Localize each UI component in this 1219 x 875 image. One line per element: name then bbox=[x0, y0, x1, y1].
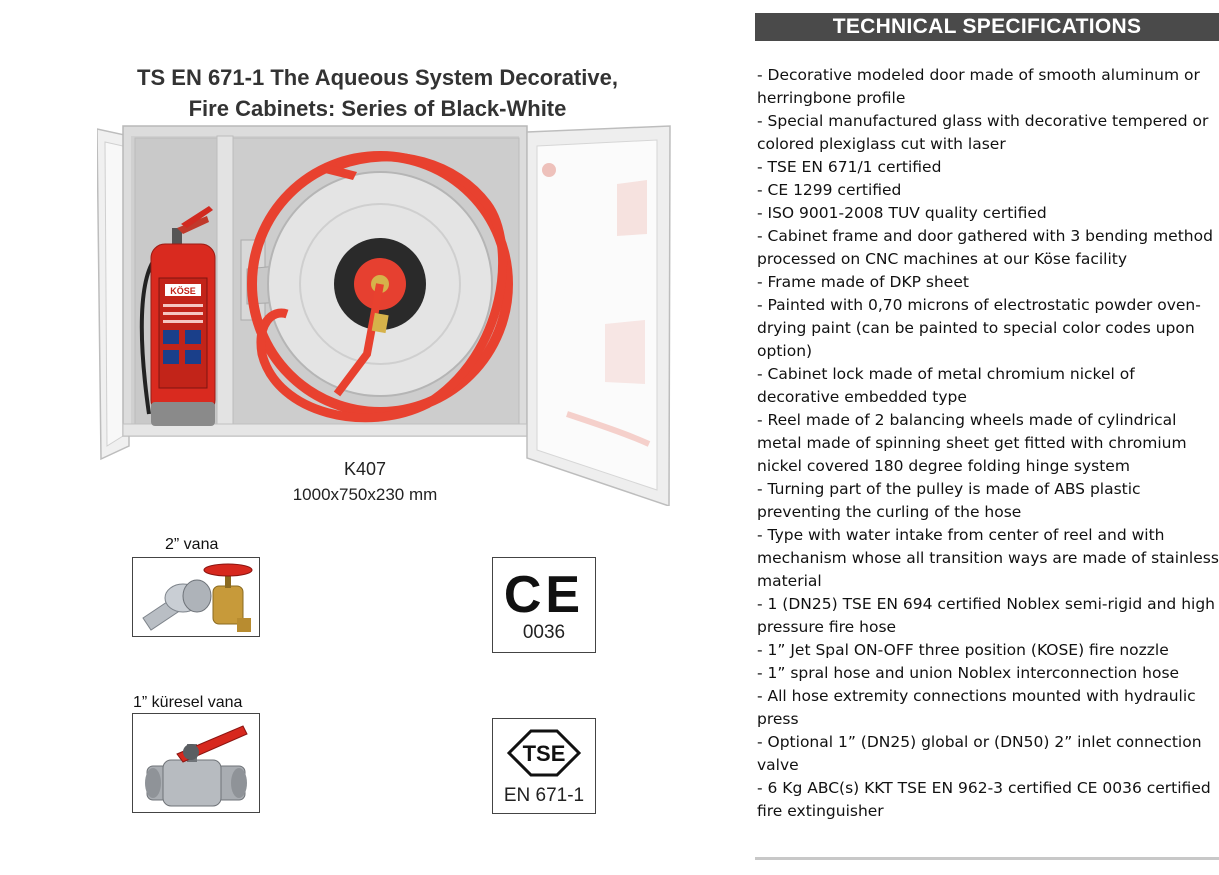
ce-mark-icon bbox=[493, 558, 595, 620]
spec-item: - ISO 9001-2008 TUV quality certified bbox=[757, 204, 1047, 222]
spec-item: - Turning part of the pulley is made of ABS plastic preventing the curling of the hose bbox=[757, 480, 1141, 521]
valve-2in-image bbox=[132, 557, 260, 637]
ball-valve-image bbox=[132, 713, 260, 813]
spec-item: - Frame made of DKP sheet bbox=[757, 273, 969, 291]
spec-item: - 1” Jet Spal ON-OFF three position (KOSE) fire nozzle bbox=[757, 641, 1169, 659]
spec-item: - Reel made of 2 balancing wheels made of cylindrical metal made of spinning sheet get fitted with chromium nickel covered 180 degree folding hinge system bbox=[757, 411, 1187, 475]
spec-item: - 1” spral hose and union Noblex interconnection hose bbox=[757, 664, 1180, 682]
valve-2in-label: 2” vana bbox=[165, 536, 219, 553]
spec-item: - 1 (DN25) TSE EN 694 certified Noblex semi-rigid and high pressure fire hose bbox=[757, 595, 1215, 636]
spec-item: - CE 1299 certified bbox=[757, 181, 902, 199]
tse-code: EN 671-1 bbox=[503, 785, 585, 806]
extinguisher-brand-label: KÖSE bbox=[170, 286, 196, 296]
tse-certificate bbox=[492, 718, 596, 814]
bottom-divider bbox=[755, 857, 1219, 860]
model-name: K407 bbox=[343, 459, 387, 479]
spec-item: - Special manufactured glass with decorative tempered or colored plexiglass cut with laser bbox=[757, 112, 1209, 153]
spec-item: - TSE EN 671/1 certified bbox=[757, 158, 942, 176]
spec-item: - Cabinet lock made of metal chromium nickel of decorative embedded type bbox=[757, 365, 1135, 406]
ball-valve-label: 1” küresel vana bbox=[133, 694, 243, 711]
ce-mark-text: CE bbox=[503, 566, 585, 620]
ce-code: 0036 bbox=[522, 622, 566, 643]
spec-item: - Decorative modeled door made of smooth aluminum or herringbone profile bbox=[757, 66, 1200, 107]
spec-item: - Cabinet frame and door gathered with 3 bending method processed on CNC machines at our Köse facility bbox=[757, 227, 1213, 268]
spec-item: - Optional 1” (DN25) global or (DN50) 2” inlet connection valve bbox=[757, 733, 1202, 774]
product-title-line-1: TS EN 671-1 The Aqueous System Decorative, bbox=[137, 65, 618, 90]
specs-header: TECHNICAL SPECIFICATIONS bbox=[755, 13, 1219, 41]
spec-item: - 6 Kg ABC(s) KKT TSE EN 962-3 certified CE 0036 certified fire extinguisher bbox=[757, 779, 1211, 820]
model-dimensions: 1000x750x230 mm bbox=[292, 485, 438, 504]
spec-item: - All hose extremity connections mounted with hydraulic press bbox=[757, 687, 1196, 728]
product-title bbox=[90, 62, 665, 124]
tse-mark-text: TSE bbox=[522, 741, 566, 766]
product-title-line-2: Fire Cabinets: Series of Black-White bbox=[188, 96, 567, 121]
ce-certificate bbox=[492, 557, 596, 653]
spec-item: - Type with water intake from center of reel and with mechanism whose all transition ways are made of stainless material bbox=[757, 526, 1219, 590]
specs-list bbox=[757, 64, 1219, 823]
fire-cabinet-image bbox=[97, 124, 672, 506]
tse-mark-icon bbox=[493, 719, 595, 783]
spec-item: - Painted with 0,70 microns of electrostatic powder oven-drying paint (can be painted to special color codes upon option) bbox=[757, 296, 1201, 360]
